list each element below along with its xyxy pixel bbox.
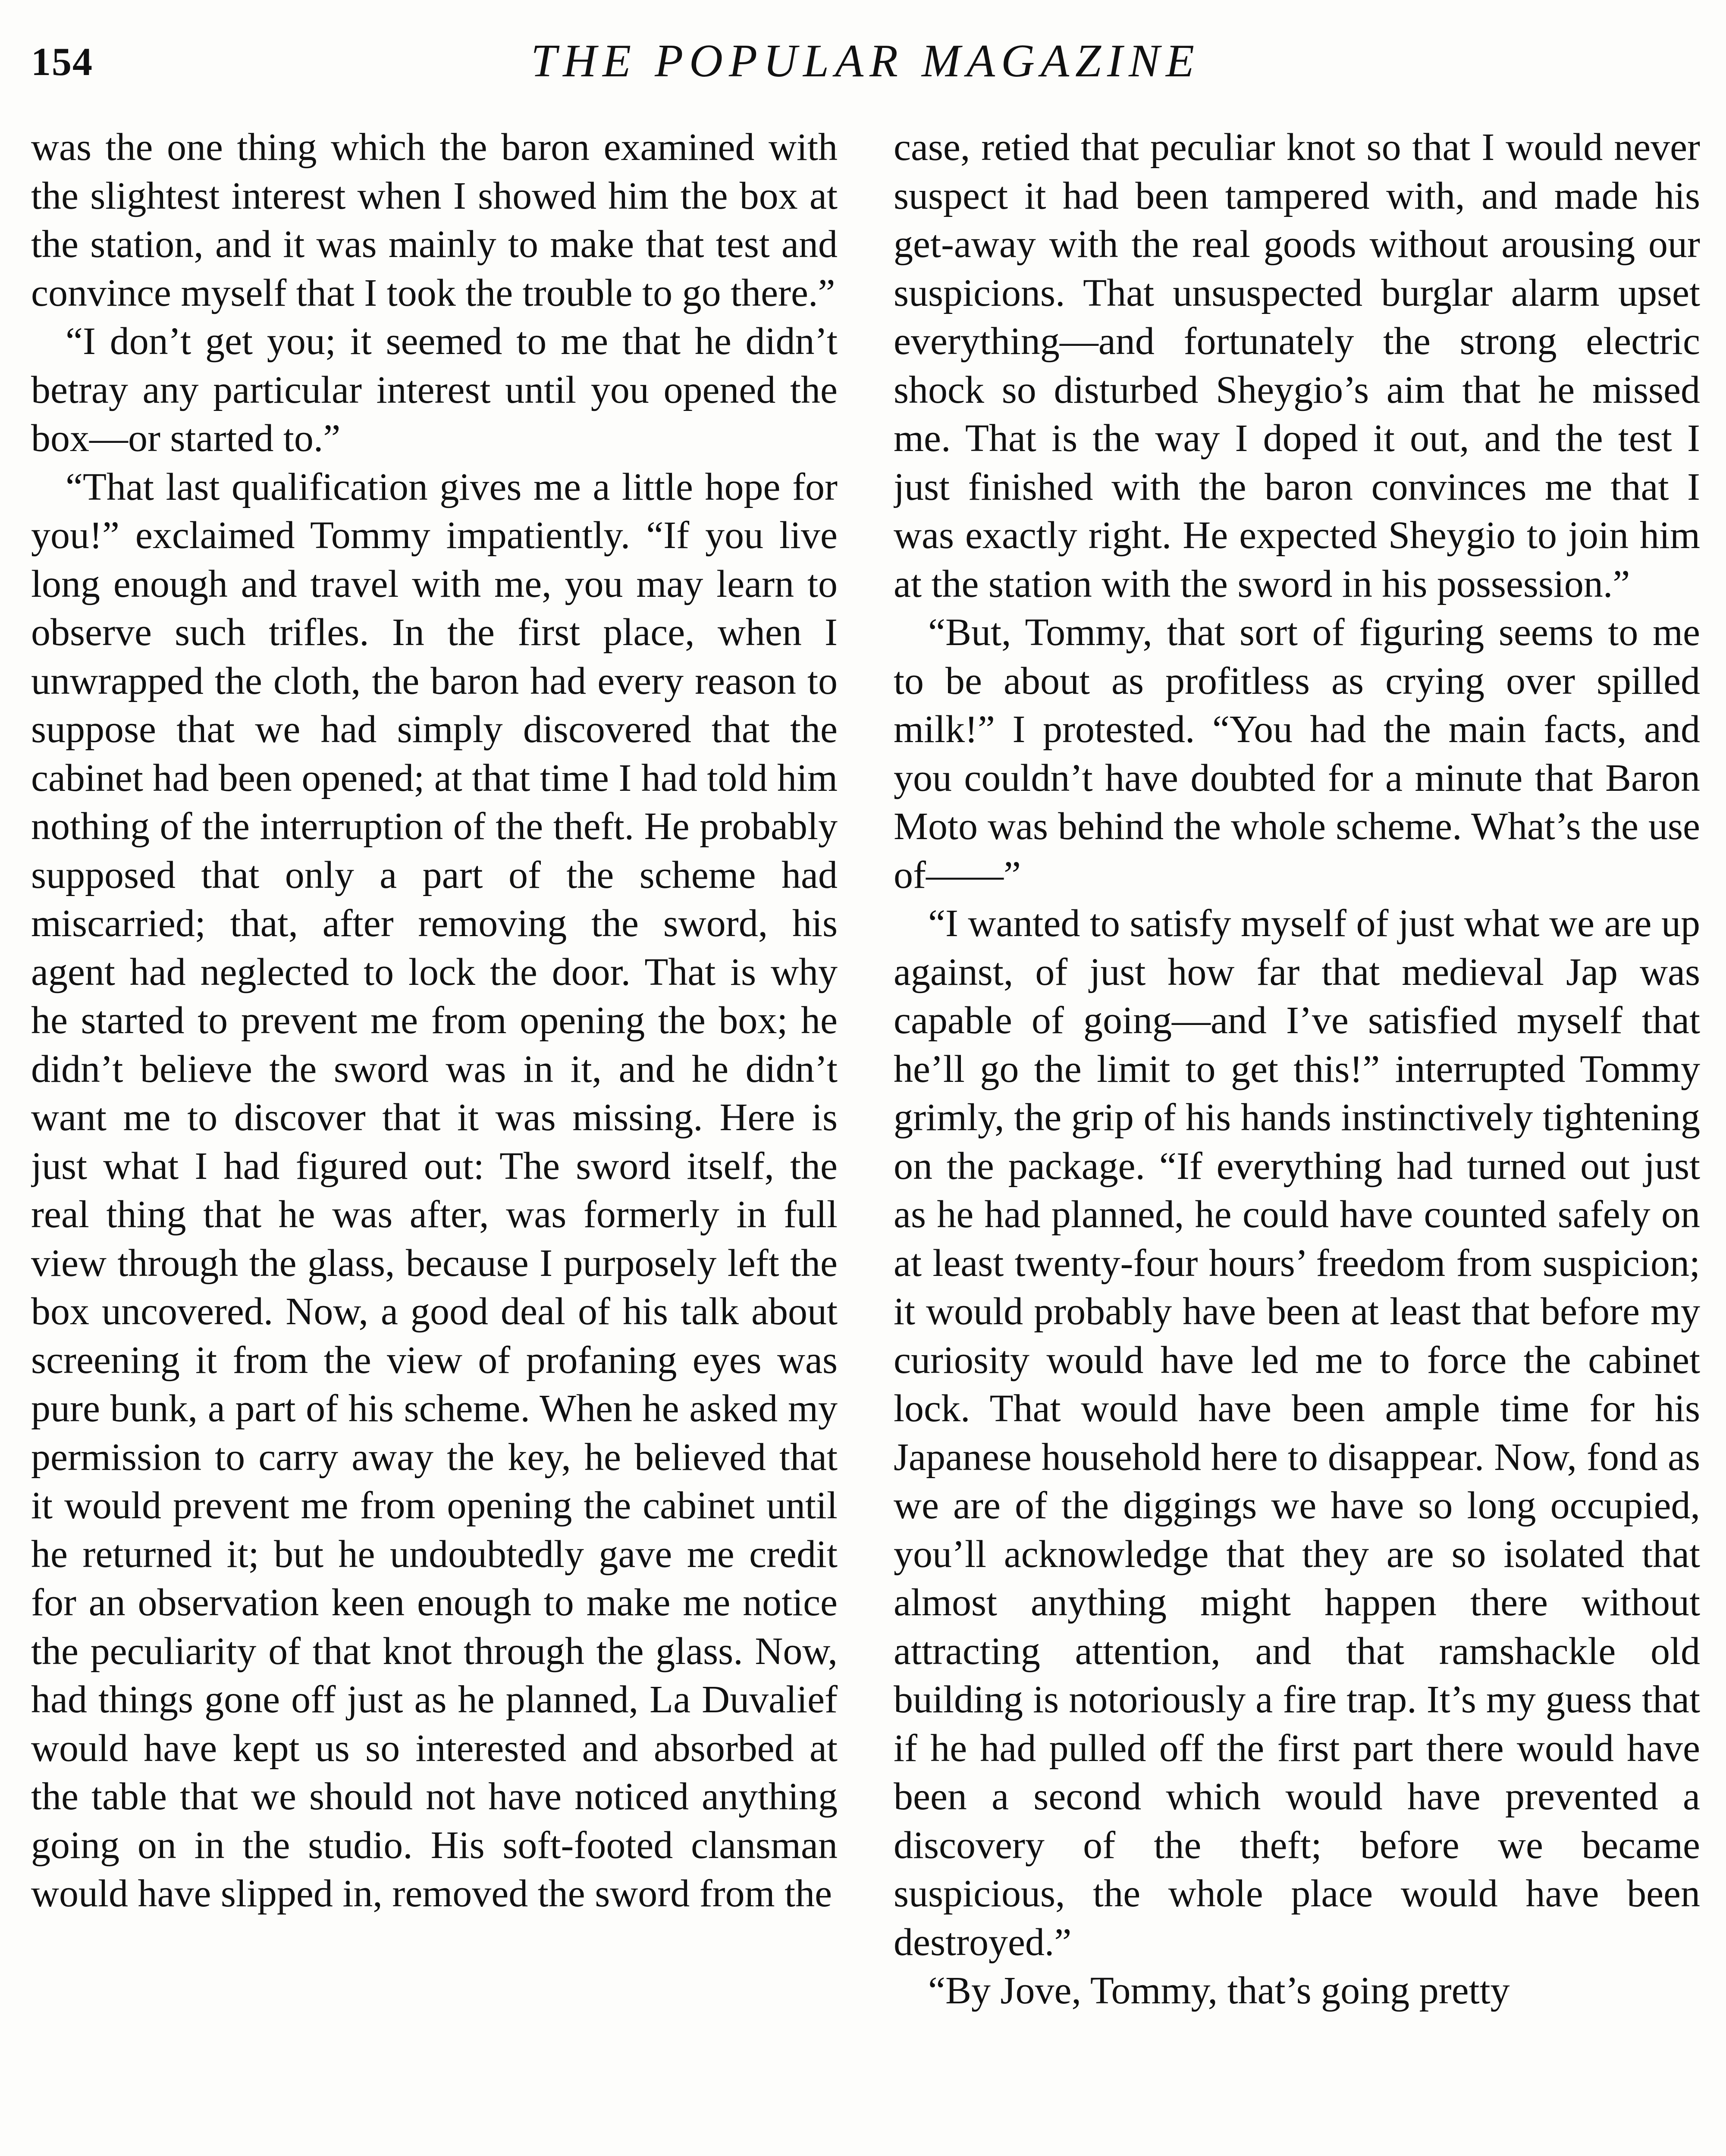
paragraph: case, retied that peculiar knot so that I would never suspect it had been tampered with, and made his get-away with the real goods without arousing our suspicions. That unsuspected burglar alarm upset everything—and fortunately the strong electric shock so disturbed Sheygio’s aim that he missed me. That is the way I doped it out, and the test I just finished with the baron convinces me that I was exactly right. He expected Sheygio to join him at the station with the sword in his possession.” [894, 126, 1700, 605]
paragraph: “By Jove, Tommy, that’s going pretty [928, 1969, 1510, 2012]
running-title: THE POPULAR MAGAZINE [531, 35, 1200, 87]
right-column [894, 123, 1700, 2156]
left-column [31, 123, 838, 2156]
paragraph: was the one thing which the baron examined with the slightest interest when I showed him the box at the station, and it was mainly to make that test and convince myself that I took the trouble to go there.” [31, 126, 838, 314]
paragraph: “But, Tommy, that sort of figuring seems to me to be about as profitless as crying over spilled milk!” I protested. “You had the main facts, and you couldn’t have doubted for a minute that Baron Moto was behind the whole scheme. What’s the use of——” [894, 611, 1700, 896]
page-number: 154 [31, 40, 93, 84]
paragraph: “That last qualification gives me a little hope for you!” exclaimed Tommy impatiently. “If you live long enough and travel with me, you may learn to observe such trifles. In the first place, when I unwrapped the cloth, the baron had every reason to suppose that we had simply discovered that the cabinet had been opened; at that time I had told him nothing of the interruption of the theft. He probably supposed that only a part of the scheme had miscarried; that, after removing the sword, his agent had neglected to lock the door. That is why he started to prevent me from opening the box; he didn’t believe the sword was in it, and he didn’t want me to discover that it was missing. Here is just what I had figured out: The sword itself, the real thing that he was after, was formerly in full view through the glass, because I purposely left the box uncovered. Now, a good deal of his talk about screening it from the view of profaning eyes was pure bunk, a part of his scheme. When he asked my permission to carry away the key, he believed that it would prevent me from opening the cabinet until he returned it; but he undoubtedly gave me credit for an observation keen enough to make me notice the peculiarity of that knot through the glass. Now, had things gone off just as he planned, La Duvalief would have kept us so interested and absorbed at the table that we should not have noticed anything going on in the studio. His soft-footed clansman would have slipped in, removed the sword from the [31, 465, 838, 1915]
page-header [31, 30, 1700, 99]
paragraph: “I wanted to satisfy myself of just what we are up against, of just how far that medieval Jap was capable of going—and I’ve satisfied myself that he’ll go the limit to get this!” interrupted Tommy grimly, the grip of his hands instinctively tightening on the package. “If everything had turned out just as he had planned, he could have counted safely on at least twenty-four hours’ freedom from suspicion; it would probably have been at least that before my curiosity would have led me to force the cabinet lock. That would have been ample time for his Japanese household here to disappear. Now, fond as we are of the diggings we have so long occupied, you’ll acknowledge that they are so isolated that almost anything might happen there without attracting attention, and that ramshackle old building is notoriously a fire trap. It’s my guess that if he had pulled off the first part there would have been a second which would have prevented a discovery of the theft; before we became suspicious, the whole place would have been destroyed.” [894, 902, 1700, 1964]
paragraph: “I don’t get you; it seemed to me that he didn’t betray any particular interest until you opened the box—or started to.” [31, 320, 838, 460]
